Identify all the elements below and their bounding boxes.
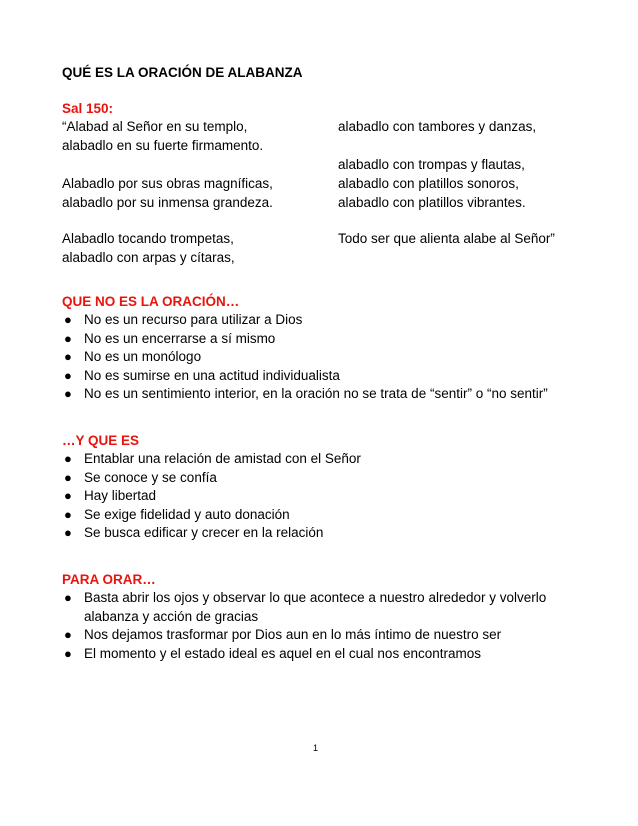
- is-prayer-list: [62, 450, 602, 543]
- bullet-icon: ●: [64, 506, 72, 522]
- psalm-left-line: Alabadlo tocando trompetas,: [62, 231, 234, 246]
- bullet-icon: ●: [64, 645, 72, 661]
- list-item: ● No es un encerrarse a sí mismo: [62, 330, 602, 349]
- psalm-left-line: alabadlo con arpas y cítaras,: [62, 250, 235, 265]
- list-item: ● Hay libertad: [62, 487, 602, 506]
- list-item: ● No es un sentimiento interior, en la oración no se trata de “sentir” o “no sentir”: [62, 385, 602, 404]
- psalm-heading: Sal 150:: [62, 101, 114, 116]
- list-item: ● Nos dejamos trasformar por Dios aun en lo más íntimo de nuestro ser: [62, 626, 602, 645]
- bullet-icon: ●: [64, 590, 72, 605]
- psalm-right-line: alabadlo con tambores y danzas,: [338, 119, 537, 134]
- list-item: ● Se busca edificar y crecer en la relación: [62, 524, 602, 543]
- bullet-icon: ●: [64, 451, 72, 466]
- psalm-left-line: alabadlo por su inmensa grandeza.: [62, 195, 273, 210]
- bullet-icon: ●: [64, 525, 72, 540]
- document-title: QUÉ ES LA ORACIÓN DE ALABANZA: [62, 65, 303, 80]
- psalm-right-line: alabadlo con trompas y flautas,: [338, 157, 525, 172]
- list-item: ● No es un recurso para utilizar a Dios: [62, 311, 602, 330]
- psalm-right-line: alabadlo con platillos vibrantes.: [338, 195, 526, 210]
- bullet-icon: ●: [64, 386, 72, 401]
- list-item: ● Entablar una relación de amistad con el Señor: [62, 450, 602, 469]
- bullet-icon: ●: [64, 312, 72, 327]
- bullet-icon: ●: [64, 627, 72, 642]
- bullet-icon: ●: [64, 488, 72, 503]
- to-pray-heading: PARA ORAR…: [62, 572, 156, 587]
- not-prayer-list: [62, 311, 602, 404]
- is-prayer-heading: …Y QUE ES: [62, 433, 140, 448]
- psalm-left-line: “Alabad al Señor en su templo,: [62, 119, 248, 134]
- to-pray-list: [62, 589, 602, 663]
- psalm-left-line: Alabadlo por sus obras magníficas,: [62, 176, 273, 191]
- bullet-icon: ●: [64, 349, 72, 364]
- list-item: ● No es sumirse en una actitud individualista: [62, 367, 602, 386]
- list-item: ● El momento y el estado ideal es aquel en el cual nos encontramos: [62, 645, 602, 664]
- bullet-icon: ●: [64, 367, 72, 383]
- list-item: ● Se exige fidelidad y auto donación: [62, 506, 602, 525]
- psalm-right-line: Todo ser que alienta alabe al Señor”: [338, 231, 555, 246]
- bullet-icon: ●: [64, 330, 72, 346]
- page-number: 1: [313, 743, 319, 753]
- list-item: ● Basta abrir los ojos y observar lo que acontece a nuestro alrededor y volverlo alabanza y acción de gracias: [64, 590, 547, 624]
- list-item: ● Se conoce y se confía: [62, 469, 602, 488]
- not-prayer-heading: QUE NO ES LA ORACIÓN…: [62, 294, 240, 309]
- psalm-right-line: alabadlo con platillos sonoros,: [338, 176, 519, 191]
- list-item: ● No es un monólogo: [62, 348, 602, 367]
- bullet-icon: ●: [64, 469, 72, 485]
- psalm-left-line: alabadlo en su fuerte firmamento.: [62, 138, 264, 153]
